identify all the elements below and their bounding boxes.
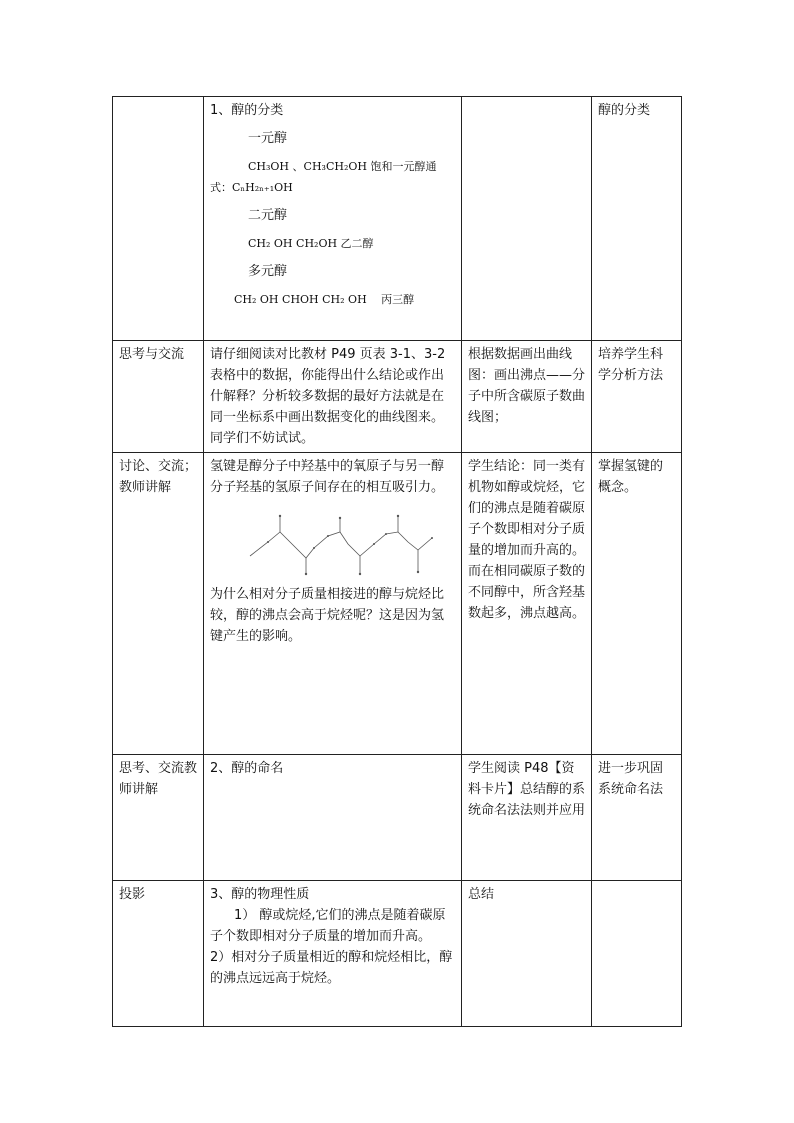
table-row xyxy=(113,881,682,1027)
dihydric-example: CH₂ OH CH₂OH 乙二醇 xyxy=(248,237,374,250)
activity-cell: 思考、交流教师讲解 xyxy=(113,755,204,881)
purpose-cell: 醇的分类 xyxy=(592,97,682,341)
monohydric-formula: 式：CₙH₂ₙ₊₁OH xyxy=(210,181,293,194)
student-cell: 总结 xyxy=(462,881,592,1027)
purpose-cell: 掌握氢键的概念。 xyxy=(592,453,682,755)
content-cell xyxy=(204,97,462,341)
student-cell: 学生阅读 P48【资料卡片】总结醇的系统命名法法则并应用 xyxy=(462,755,592,881)
dihydric-label: 二元醇 xyxy=(248,208,288,223)
hydrogen-bond-definition: 氢键是醇分子中羟基中的氧原子与另一醇分子羟基的氢原子间存在的相互吸引力。 xyxy=(210,459,445,495)
purpose-cell: 培养学生科学分析方法 xyxy=(592,341,682,453)
activity-cell: 投影 xyxy=(113,881,204,1027)
section-heading: 3、醇的物理性质 xyxy=(210,887,310,902)
purpose-cell xyxy=(592,881,682,1027)
table-row xyxy=(113,755,682,881)
activity-cell: 思考与交流 xyxy=(113,341,204,453)
table-row xyxy=(113,97,682,341)
content-cell xyxy=(204,881,462,1027)
monohydric-label: 一元醇 xyxy=(248,131,288,146)
section-heading: 1、醇的分类 xyxy=(210,103,284,118)
property-item-1: 1） 醇或烷烃,它们的沸点是随着碳原子个数即相对分子质量的增加而升高。 xyxy=(210,908,446,944)
activity-cell xyxy=(113,97,204,341)
student-cell: 学生结论：同一类有机物如醇或烷烃，它们的沸点是随着碳原子个数即相对分子质量的增加而升高的。而在相同碳原子数的不同醇中，所含羟基数起多，沸点越高。 xyxy=(462,453,592,755)
purpose-cell: 进一步巩固系统命名法 xyxy=(592,755,682,881)
content-cell: 2、醇的命名 xyxy=(204,755,462,881)
content-cell: 请仔细阅读对比教材 P49 页表 3-1、3-2 表格中的数据，你能得出什么结论或作出什解释？分析较多数据的最好方法就是在同一坐标系中画出数据变化的曲线图来。同学们不妨试试。 xyxy=(204,341,462,453)
content-cell xyxy=(204,453,462,755)
table-row xyxy=(113,341,682,453)
boiling-point-question: 为什么相对分子质量相接进的醇与烷烃比较，醇的沸点会高于烷烃呢？这是因为氢键产生的影响。 xyxy=(210,587,445,644)
hydrogen-bond-diagram xyxy=(248,504,438,580)
lesson-plan-table xyxy=(112,96,682,1027)
monohydric-examples: CH₃OH 、CH₃CH₂OH 饱和一元醇通 xyxy=(248,160,437,173)
activity-cell: 讨论、交流；教师讲解 xyxy=(113,453,204,755)
polyhydric-example: CH₂ OH CHOH CH₂ OH 丙三醇 xyxy=(234,293,415,306)
table-row xyxy=(113,453,682,755)
student-cell: 根据数据画出曲线图：画出沸点——分子中所含碳原子数曲线图； xyxy=(462,341,592,453)
student-cell xyxy=(462,97,592,341)
polyhydric-label: 多元醇 xyxy=(248,264,288,279)
property-item-2: 2）相对分子质量相近的醇和烷烃相比，醇的沸点远远高于烷烃。 xyxy=(210,950,453,986)
